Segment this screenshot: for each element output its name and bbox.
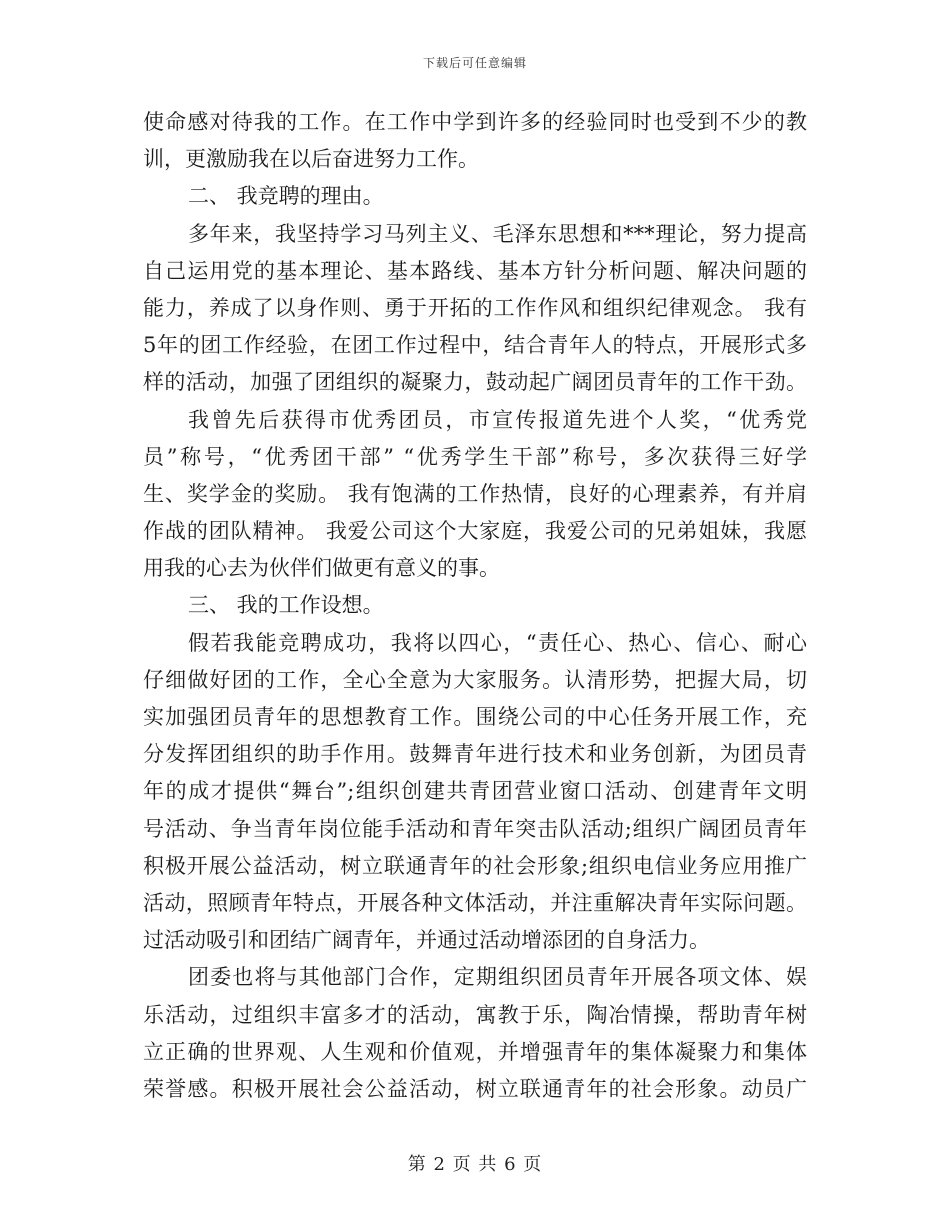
body-line: 样的活动，加强了团组织的凝聚力，鼓动起广阔团员青年的工作干劲。 bbox=[143, 370, 807, 395]
body-line: 训，更激励我在以后奋进努力工作。 bbox=[143, 147, 479, 172]
body-line: 仔细做好团的工作，全心全意为大家服务。认清形势，把握大局，切 bbox=[143, 667, 807, 692]
body-line: 假若我能竞聘成功，我将以四心，“责任心、热心、信心、耐心 bbox=[188, 630, 807, 655]
header-note: 下载后可任意编辑 bbox=[422, 56, 527, 70]
body-line: 实加强团员青年的思想教育工作。围绕公司的中心任务开展工作，充 bbox=[143, 705, 807, 729]
body-line: 荣誉感。积极开展社会公益活动，树立联通青年的社会形象。动员广 bbox=[143, 1076, 807, 1101]
body-line: 自己运用党的基本理论、基本路线、基本方针分析问题、解决问题的 bbox=[143, 258, 807, 283]
document-body bbox=[143, 104, 807, 1108]
body-line: 过活动吸引和团结广阔青年，并通过活动增添团的自身活力。 bbox=[143, 928, 710, 953]
body-line: 员”称号，“优秀团干部” “优秀学生干部”称号，多次获得三好学 bbox=[143, 444, 807, 469]
body-line: 能力，养成了以身作则、勇于开拓的工作作风和组织纪律观念。 我有 bbox=[143, 295, 807, 320]
body-line: 用我的心去为伙伴们做更有意义的事。 bbox=[143, 556, 500, 581]
page-number: 第 2 页 共 6 页 bbox=[407, 1154, 543, 1175]
body-line: 我曾先后获得市优秀团员，市宣传报道先进个人奖，“优秀党 bbox=[188, 407, 807, 432]
body-line: 立正确的世界观、人生观和价值观，并增强青年的集体凝聚力和集体 bbox=[143, 1039, 807, 1064]
body-line: 多年来，我坚持学习马列主义、毛泽东思想和***理论，努力提高 bbox=[188, 221, 807, 246]
section-heading: 二、 我竞聘的理由。 bbox=[188, 184, 384, 209]
body-line: 使命感对待我的工作。在工作中学到许多的经验同时也受到不少的教 bbox=[143, 110, 807, 134]
body-line: 作战的团队精神。 我爱公司这个大家庭，我爱公司的兄弟姐妹，我愿 bbox=[143, 519, 807, 544]
body-line: 乐活动，过组织丰富多才的活动，寓教于乐，陶冶情操，帮助青年树 bbox=[143, 1002, 807, 1027]
body-line: 生、奖学金的奖励。 我有饱满的工作热情，良好的心理素养，有并肩 bbox=[143, 481, 807, 506]
body-line: 分发挥团组织的助手作用。鼓舞青年进行技术和业务创新，为团员青 bbox=[143, 742, 807, 767]
body-line: 积极开展公益活动，树立联通青年的社会形象;组织电信业务应用推广 bbox=[143, 853, 807, 878]
body-line: 号活动、争当青年岗位能手活动和青年突击队活动;组织广阔团员青年 bbox=[143, 816, 807, 841]
body-line: 活动，照顾青年特点，开展各种文体活动，并注重解决青年实际问题。 bbox=[143, 890, 807, 915]
section-heading: 三、 我的工作设想。 bbox=[188, 593, 384, 618]
body-line: 年的成才提供“舞台”;组织创建共青团营业窗口活动、创建青年文明 bbox=[143, 779, 807, 804]
body-line: 团委也将与其他部门合作，定期组织团员青年开展各项文体、娱 bbox=[188, 965, 807, 990]
body-line: 5年的团工作经验，在团工作过程中，结合青年人的特点，开展形式多 bbox=[143, 333, 807, 358]
